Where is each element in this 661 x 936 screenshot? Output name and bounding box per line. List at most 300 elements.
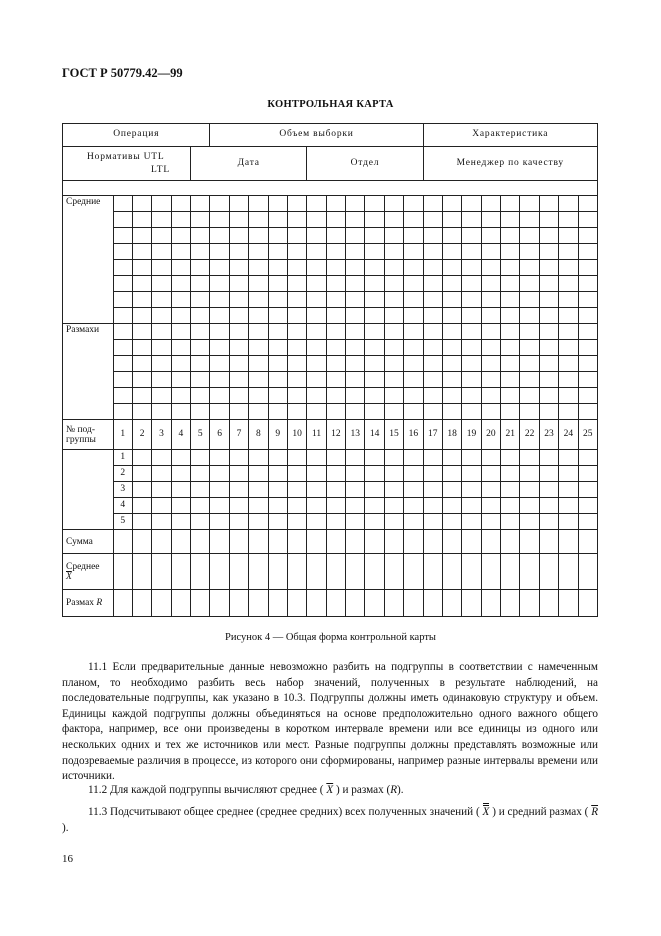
grid-cell xyxy=(191,196,210,212)
subgroup-number: 8 xyxy=(249,420,268,450)
grid-cell xyxy=(559,388,578,404)
grid-cell xyxy=(346,356,365,372)
grid-cell xyxy=(152,404,171,420)
grid-cell xyxy=(578,450,597,466)
grid-cell xyxy=(229,450,248,466)
grid-cell xyxy=(481,356,500,372)
grid-cell xyxy=(171,590,190,617)
subgroup-number: 12 xyxy=(326,420,345,450)
grid-cell xyxy=(287,340,306,356)
grid-cell xyxy=(326,228,345,244)
grid-cell xyxy=(152,554,171,590)
ltl-label: LTL xyxy=(151,164,170,175)
grid-cell xyxy=(539,196,558,212)
grid-cell xyxy=(171,466,190,482)
grid-cell xyxy=(462,404,481,420)
grid-cell xyxy=(210,340,229,356)
grid-cell xyxy=(287,554,306,590)
grid-cell xyxy=(423,554,442,590)
grid-cell xyxy=(481,308,500,324)
grid-cell xyxy=(171,530,190,554)
grid-cell xyxy=(132,356,151,372)
grid-cell xyxy=(578,466,597,482)
grid-cell xyxy=(365,482,384,498)
normatives-cell xyxy=(63,147,191,181)
date-cell: Дата xyxy=(191,147,307,181)
grid-cell xyxy=(346,244,365,260)
x-bar-symbol: $\overline{X}$ xyxy=(326,784,334,796)
grid-cell xyxy=(404,308,423,324)
grid-cell xyxy=(307,482,326,498)
grid-cell xyxy=(307,388,326,404)
grid-cell xyxy=(287,514,306,530)
grid-cell xyxy=(287,308,306,324)
figure-caption: Рисунок 4 — Общая форма контрольной карты xyxy=(225,632,436,643)
grid-cell xyxy=(520,260,539,276)
grid-cell xyxy=(191,590,210,617)
grid-cell xyxy=(365,372,384,388)
grid-cell xyxy=(152,340,171,356)
grid-cell xyxy=(171,196,190,212)
grid-cell xyxy=(229,466,248,482)
grid-cell xyxy=(481,388,500,404)
grid-cell xyxy=(249,466,268,482)
grid-cell xyxy=(152,196,171,212)
grid-cell xyxy=(462,372,481,388)
grid-cell xyxy=(268,244,287,260)
grid-cell xyxy=(191,530,210,554)
grid-cell xyxy=(539,590,558,617)
grid-cell xyxy=(326,260,345,276)
grid-cell xyxy=(442,404,461,420)
grid-cell xyxy=(229,388,248,404)
grid-cell xyxy=(229,590,248,617)
grid-cell xyxy=(539,450,558,466)
subgroup-number: 21 xyxy=(501,420,520,450)
grid-cell xyxy=(287,260,306,276)
subgroup-number: 25 xyxy=(578,420,597,450)
grid-cell xyxy=(365,388,384,404)
grid-cell xyxy=(249,404,268,420)
grid-cell xyxy=(287,466,306,482)
grid-cell xyxy=(520,196,539,212)
grid-cell xyxy=(229,324,248,340)
grid-cell xyxy=(132,260,151,276)
grid-cell xyxy=(268,388,287,404)
grid-cell xyxy=(578,388,597,404)
grid-cell xyxy=(171,308,190,324)
grid-cell xyxy=(559,466,578,482)
grid-cell xyxy=(384,404,403,420)
subgroup-number: 19 xyxy=(462,420,481,450)
grid-cell xyxy=(210,372,229,388)
grid-cell xyxy=(462,514,481,530)
grid-cell xyxy=(384,356,403,372)
grid-cell xyxy=(404,498,423,514)
grid-cell xyxy=(559,260,578,276)
grid-cell xyxy=(210,228,229,244)
grid-cell xyxy=(326,196,345,212)
grid-cell xyxy=(113,292,132,308)
grid-cell xyxy=(191,356,210,372)
grid-cell xyxy=(539,514,558,530)
grid-cell xyxy=(113,340,132,356)
grid-cell xyxy=(539,356,558,372)
grid-cell xyxy=(384,212,403,228)
grid-cell xyxy=(423,260,442,276)
grid-cell xyxy=(132,276,151,292)
grid-cell xyxy=(481,514,500,530)
grid-cell xyxy=(287,244,306,260)
grid-cell xyxy=(384,514,403,530)
grid-cell xyxy=(520,554,539,590)
grid-cell xyxy=(404,530,423,554)
grid-cell xyxy=(249,590,268,617)
grid-cell xyxy=(152,498,171,514)
grid-cell xyxy=(501,450,520,466)
grid-cell xyxy=(171,212,190,228)
grid-cell xyxy=(191,514,210,530)
grid-cell xyxy=(423,498,442,514)
grid-cell xyxy=(578,196,597,212)
ranges-row xyxy=(63,372,598,388)
grid-cell xyxy=(132,404,151,420)
subgroup-number: 15 xyxy=(384,420,403,450)
grid-cell xyxy=(539,388,558,404)
grid-cell xyxy=(520,308,539,324)
grid-cell xyxy=(171,324,190,340)
grid-cell xyxy=(326,372,345,388)
grid-cell xyxy=(404,196,423,212)
grid-cell xyxy=(326,308,345,324)
grid-cell xyxy=(384,228,403,244)
grid-cell xyxy=(346,590,365,617)
grid-cell xyxy=(210,196,229,212)
grid-cell xyxy=(171,498,190,514)
grid-cell xyxy=(539,292,558,308)
grid-cell xyxy=(559,404,578,420)
grid-cell xyxy=(307,514,326,530)
grid-cell xyxy=(346,388,365,404)
grid-cell xyxy=(365,514,384,530)
grid-cell xyxy=(210,324,229,340)
r-symbol: R xyxy=(390,784,398,796)
grid-cell xyxy=(559,340,578,356)
grid-cell xyxy=(287,228,306,244)
grid-cell xyxy=(287,324,306,340)
grid-cell xyxy=(384,276,403,292)
grid-cell xyxy=(559,372,578,388)
grid-cell xyxy=(365,212,384,228)
sample-label-cell xyxy=(63,450,114,530)
grid-cell xyxy=(404,450,423,466)
grid-cell xyxy=(287,530,306,554)
grid-cell xyxy=(404,244,423,260)
grid-cell xyxy=(326,324,345,340)
subgroup-number: 6 xyxy=(210,420,229,450)
grid-cell xyxy=(423,340,442,356)
means-row xyxy=(63,244,598,260)
subgroup-number: 3 xyxy=(152,420,171,450)
grid-cell xyxy=(442,466,461,482)
subgroup-number: 7 xyxy=(229,420,248,450)
subgroup-label: № под- группы xyxy=(63,420,114,450)
subgroup-number: 10 xyxy=(287,420,306,450)
grid-cell xyxy=(539,372,558,388)
grid-cell xyxy=(191,450,210,466)
subgroup-number: 9 xyxy=(268,420,287,450)
grid-cell xyxy=(326,292,345,308)
grid-cell xyxy=(229,404,248,420)
grid-cell xyxy=(132,324,151,340)
grid-cell xyxy=(539,244,558,260)
grid-cell xyxy=(520,498,539,514)
grid-cell xyxy=(326,450,345,466)
grid-cell xyxy=(501,372,520,388)
subgroup-number: 14 xyxy=(365,420,384,450)
subgroup-number: 20 xyxy=(481,420,500,450)
grid-cell xyxy=(520,514,539,530)
grid-cell xyxy=(365,466,384,482)
grid-cell xyxy=(365,196,384,212)
grid-cell xyxy=(152,372,171,388)
grid-cell xyxy=(132,340,151,356)
grid-cell xyxy=(326,276,345,292)
grid-cell xyxy=(559,292,578,308)
grid-cell xyxy=(578,340,597,356)
grid-cell xyxy=(307,590,326,617)
grid-cell xyxy=(191,260,210,276)
subgroup-number: 4 xyxy=(171,420,190,450)
grid-cell xyxy=(346,212,365,228)
grid-cell xyxy=(462,498,481,514)
grid-cell xyxy=(249,292,268,308)
grid-cell xyxy=(559,530,578,554)
subgroup-number: 11 xyxy=(307,420,326,450)
paragraph-11-1: 11.1 Если предварительные данные невозможно разбить на подгруппы в соответствии с намеченным планом, то необходимо разбить весь набор значений, полученных в результате наблюдений, на последовательные подгруппы, как указано в 10.3. Подгруппы должны иметь одинаковую структуру и объем. Единицы каждой подгруппы должны объединяться на основе предположительно одного важного общего фактора, например, все они произведены в коротком интервале времени или все единицы из одного или нескольких одних и тех же источников или мест. Разные подгруппы должны представлять возможные или подозреваемые различия в процессе, из которого они сформированы, например разные интервалы времени или источники. xyxy=(62,661,598,783)
grid-cell xyxy=(442,244,461,260)
grid-cell xyxy=(462,450,481,466)
grid-cell xyxy=(404,590,423,617)
grid-cell xyxy=(423,514,442,530)
grid-cell xyxy=(307,404,326,420)
grid-cell xyxy=(268,498,287,514)
grid-cell xyxy=(307,308,326,324)
subgroup-number: 23 xyxy=(539,420,558,450)
grid-cell xyxy=(578,514,597,530)
grid-cell xyxy=(210,308,229,324)
grid-cell xyxy=(307,372,326,388)
grid-cell xyxy=(268,292,287,308)
means-row xyxy=(63,260,598,276)
grid-cell xyxy=(423,388,442,404)
sample-number: 5 xyxy=(113,514,132,530)
grid-cell xyxy=(113,244,132,260)
grid-cell xyxy=(229,530,248,554)
grid-cell xyxy=(307,196,326,212)
grid-cell xyxy=(132,450,151,466)
grid-cell xyxy=(520,388,539,404)
ranges-row xyxy=(63,324,598,340)
grid-cell xyxy=(249,276,268,292)
grid-cell xyxy=(191,388,210,404)
grid-cell xyxy=(365,324,384,340)
grid-cell xyxy=(132,292,151,308)
grid-cell xyxy=(152,212,171,228)
grid-cell xyxy=(210,554,229,590)
grid-cell xyxy=(326,388,345,404)
grid-cell xyxy=(132,372,151,388)
grid-cell xyxy=(462,292,481,308)
grid-cell xyxy=(384,388,403,404)
utl-label: UTL xyxy=(143,151,165,162)
grid-cell xyxy=(384,554,403,590)
characteristic-cell: Характеристика xyxy=(423,124,597,147)
grid-cell xyxy=(442,212,461,228)
grid-cell xyxy=(559,356,578,372)
grid-cell xyxy=(113,212,132,228)
subgroup-number: 17 xyxy=(423,420,442,450)
grid-cell xyxy=(287,590,306,617)
grid-cell xyxy=(481,260,500,276)
paragraph-11-2: 11.2 Для каждой подгруппы вычисляют среднее ( $\overline{X}$ ) и размах (R). xyxy=(88,784,404,796)
grid-cell xyxy=(559,276,578,292)
grid-cell xyxy=(442,324,461,340)
grid-cell xyxy=(307,466,326,482)
grid-cell xyxy=(326,514,345,530)
grid-cell xyxy=(346,292,365,308)
grid-cell xyxy=(249,196,268,212)
grid-cell xyxy=(501,340,520,356)
grid-cell xyxy=(171,244,190,260)
grid-cell xyxy=(113,356,132,372)
grid-cell xyxy=(210,244,229,260)
paragraph-11-3: 11.3 Подсчитывают общее среднее (среднее средних) всех полученных значений ( X ) и средний размах ( $\overline{R}$ ). xyxy=(62,805,598,836)
grid-cell xyxy=(152,276,171,292)
grid-cell xyxy=(423,530,442,554)
grid-cell xyxy=(404,212,423,228)
grid-cell xyxy=(423,308,442,324)
grid-cell xyxy=(229,498,248,514)
grid-cell xyxy=(365,356,384,372)
grid-cell xyxy=(191,228,210,244)
grid-cell xyxy=(249,228,268,244)
grid-cell xyxy=(559,212,578,228)
grid-cell xyxy=(442,498,461,514)
grid-cell xyxy=(384,196,403,212)
ranges-label: Размахи xyxy=(63,324,114,420)
grid-cell xyxy=(578,244,597,260)
grid-cell xyxy=(229,372,248,388)
grid-cell xyxy=(462,466,481,482)
grid-cell xyxy=(539,482,558,498)
grid-cell xyxy=(384,466,403,482)
grid-cell xyxy=(171,404,190,420)
grid-cell xyxy=(287,212,306,228)
sum-row xyxy=(63,530,598,554)
grid-cell xyxy=(462,212,481,228)
means-row xyxy=(63,276,598,292)
grid-cell xyxy=(462,228,481,244)
grid-cell xyxy=(249,212,268,228)
grid-cell xyxy=(384,308,403,324)
grid-cell xyxy=(249,324,268,340)
sample-number: 3 xyxy=(113,482,132,498)
grid-cell xyxy=(346,260,365,276)
grid-cell xyxy=(365,340,384,356)
chart-title: КОНТРОЛЬНАЯ КАРТА xyxy=(267,99,394,110)
grid-cell xyxy=(307,324,326,340)
grid-cell xyxy=(365,276,384,292)
grid-cell xyxy=(152,514,171,530)
grid-cell xyxy=(462,244,481,260)
grid-cell xyxy=(171,514,190,530)
grid-cell xyxy=(442,276,461,292)
grid-cell xyxy=(578,590,597,617)
grid-cell xyxy=(113,554,132,590)
grid-cell xyxy=(171,356,190,372)
grid-cell xyxy=(346,450,365,466)
grid-cell xyxy=(578,356,597,372)
grid-cell xyxy=(501,228,520,244)
grid-cell xyxy=(404,260,423,276)
grid-cell xyxy=(442,482,461,498)
grid-cell xyxy=(132,530,151,554)
grid-cell xyxy=(404,404,423,420)
grid-cell xyxy=(423,212,442,228)
grid-cell xyxy=(152,228,171,244)
grid-cell xyxy=(539,260,558,276)
grid-cell xyxy=(113,372,132,388)
grid-cell xyxy=(404,482,423,498)
grid-cell xyxy=(268,356,287,372)
grid-cell xyxy=(442,590,461,617)
sum-label: Сумма xyxy=(63,530,114,554)
grid-cell xyxy=(501,212,520,228)
grid-cell xyxy=(346,228,365,244)
grid-cell xyxy=(404,466,423,482)
grid-cell xyxy=(171,388,190,404)
grid-cell xyxy=(501,244,520,260)
grid-cell xyxy=(326,530,345,554)
grid-cell xyxy=(326,482,345,498)
grid-cell xyxy=(268,466,287,482)
grid-cell xyxy=(326,554,345,590)
grid-cell xyxy=(171,372,190,388)
grid-cell xyxy=(229,196,248,212)
grid-cell xyxy=(501,514,520,530)
grid-cell xyxy=(210,404,229,420)
grid-cell xyxy=(578,276,597,292)
grid-cell xyxy=(132,466,151,482)
grid-cell xyxy=(171,482,190,498)
grid-cell xyxy=(539,324,558,340)
grid-cell xyxy=(229,482,248,498)
grid-cell xyxy=(384,372,403,388)
grid-cell xyxy=(539,212,558,228)
grid-cell xyxy=(481,404,500,420)
sample-row xyxy=(63,466,598,482)
grid-cell xyxy=(442,292,461,308)
grid-cell xyxy=(559,590,578,617)
grid-cell xyxy=(501,292,520,308)
grid-cell xyxy=(442,308,461,324)
grid-cell xyxy=(539,308,558,324)
grid-cell xyxy=(481,324,500,340)
grid-cell xyxy=(346,466,365,482)
grid-cell xyxy=(501,388,520,404)
grid-cell xyxy=(423,196,442,212)
